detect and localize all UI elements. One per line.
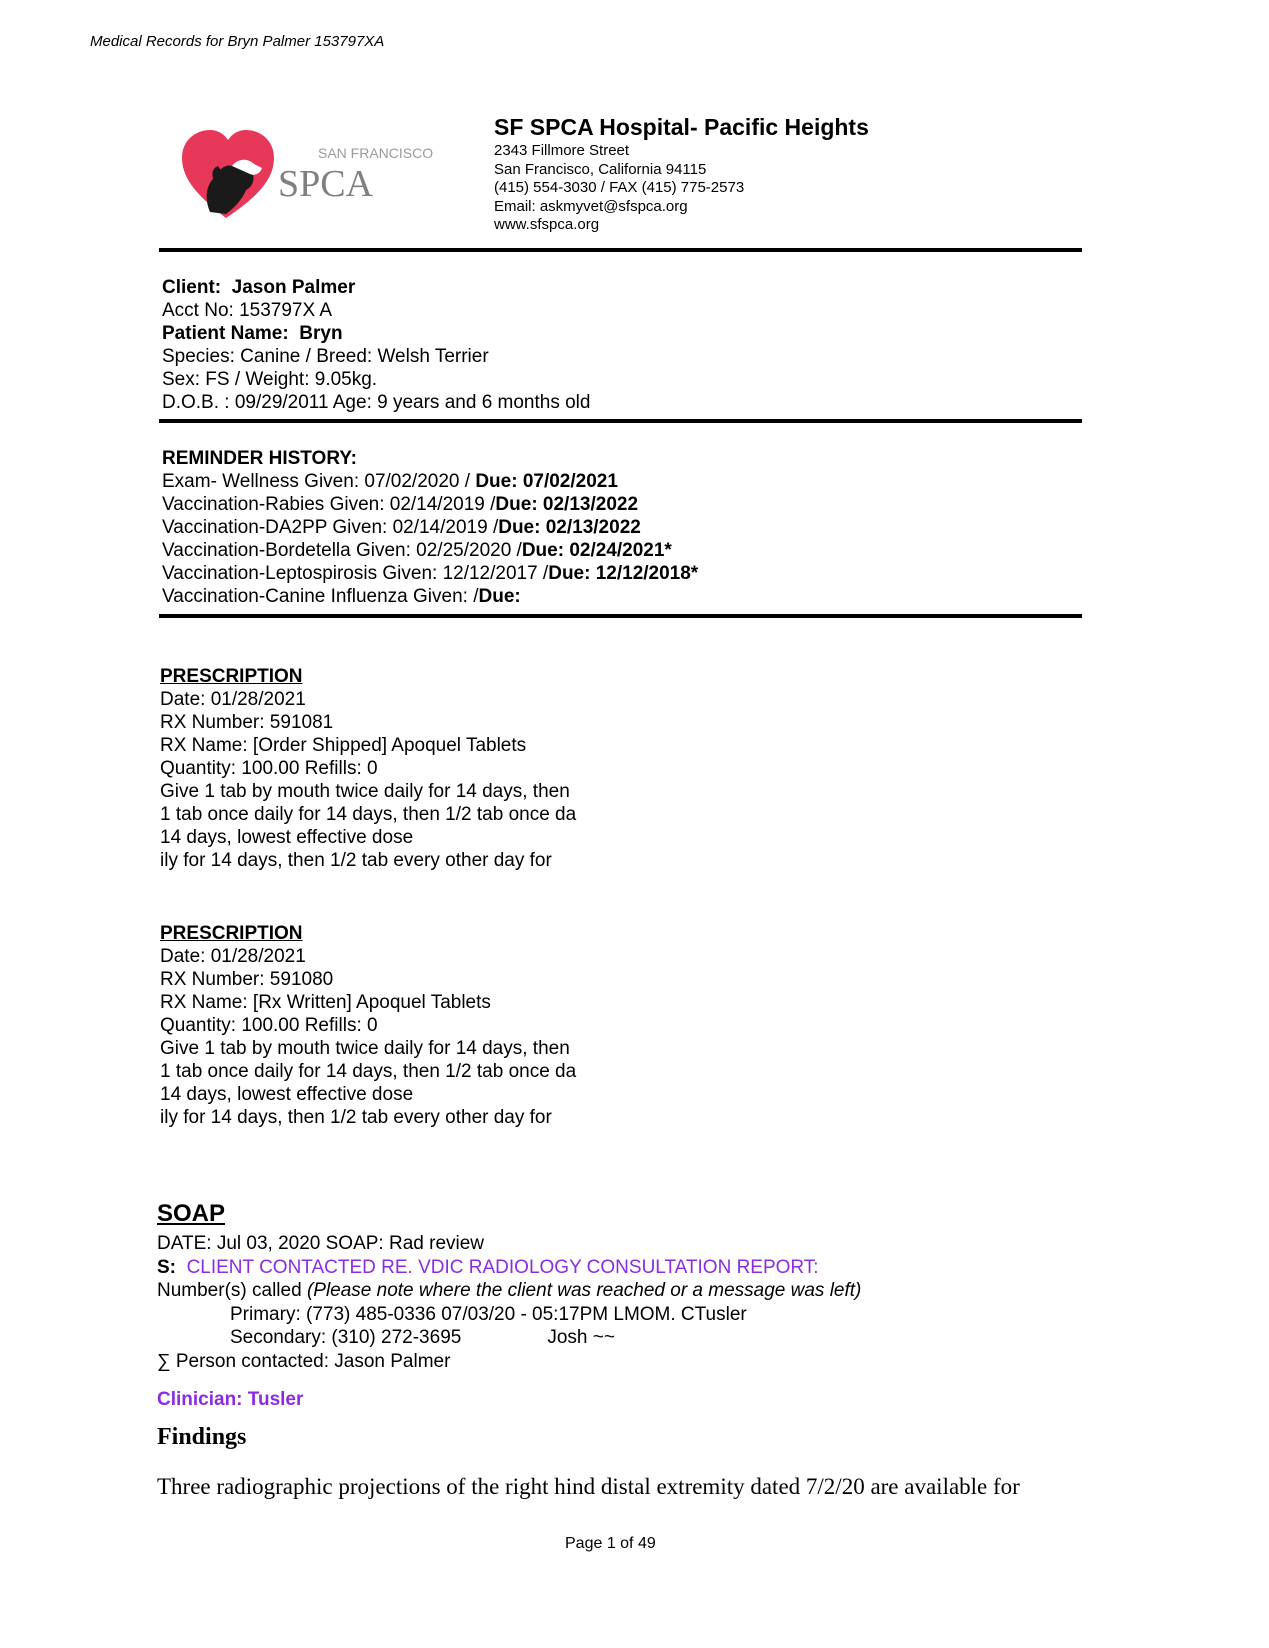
rx-name: RX Name: [Rx Written] Apoquel Tablets <box>160 992 491 1013</box>
reminder-item: Vaccination-Bordetella Given: 02/25/2020 /Due: 02/24/2021* <box>162 540 672 561</box>
patient-line: Patient Name: Bryn <box>162 323 343 344</box>
hospital-email: Email: askmyvet@sfspca.org <box>494 197 688 215</box>
numbers-called: Number(s) called (Please note where the client was reached or a message was left) <box>157 1280 862 1301</box>
rx-instructions: Give 1 tab by mouth twice daily for 14 days, then <box>160 1038 570 1059</box>
findings-text: Three radiographic projections of the right hind distal extremity dated 7/2/20 are available for <box>157 1474 1020 1499</box>
subjective-text: CLIENT CONTACTED RE. VDIC RADIOLOGY CONSULTATION REPORT: <box>186 1256 819 1278</box>
divider <box>159 614 1082 618</box>
rx-instructions: ily for 14 days, then 1/2 tab every other day for <box>160 1107 552 1128</box>
reminder-item: Vaccination-DA2PP Given: 02/14/2019 /Due: 02/13/2022 <box>162 517 641 538</box>
reminder-item: Vaccination-Canine Influenza Given: /Due: <box>162 586 521 607</box>
rx-date: Date: 01/28/2021 <box>160 689 306 710</box>
reminder-item: Exam- Wellness Given: 07/02/2020 / Due: 07/02/2021 <box>162 471 618 492</box>
prescription-title: PRESCRIPTION <box>160 666 303 687</box>
rx-instructions: 1 tab once daily for 14 days, then 1/2 tab once da <box>160 1061 577 1082</box>
prescription-2 <box>160 922 576 1129</box>
soap-body <box>157 1232 861 1373</box>
reminder-item: Vaccination-Leptospirosis Given: 12/12/2017 /Due: 12/12/2018* <box>162 563 699 584</box>
hospital-street: 2343 Fillmore Street <box>494 142 630 159</box>
rx-number: RX Number: 591080 <box>160 969 334 990</box>
secondary-note: Josh ~~ <box>547 1327 615 1348</box>
running-header: Medical Records for Bryn Palmer 153797XA <box>90 33 385 50</box>
divider <box>159 419 1082 423</box>
hospital-city: San Francisco, California 94115 <box>494 160 707 178</box>
account-number: Acct No: 153797X A <box>162 300 333 321</box>
patient-name: Bryn <box>299 323 343 344</box>
soap-subjective: S: CLIENT CONTACTED RE. VDIC RADIOLOGY CONSULTATION REPORT: <box>157 1256 819 1278</box>
hospital-phone: (415) 554-3030 / FAX (415) 775-2573 <box>494 179 745 196</box>
numbers-note: (Please note where the client was reached or a message was left) <box>306 1280 862 1301</box>
hospital-address <box>494 142 744 235</box>
rx-number: RX Number: 591081 <box>160 712 334 733</box>
divider <box>159 248 1082 252</box>
rx-instructions: ily for 14 days, then 1/2 tab every other day for <box>160 850 552 871</box>
prescription-title: PRESCRIPTION <box>160 923 303 944</box>
rx-instructions: 14 days, lowest effective dose <box>160 1084 414 1105</box>
rx-quantity: Quantity: 100.00 Refills: 0 <box>160 758 378 779</box>
rx-instructions: Give 1 tab by mouth twice daily for 14 days, then <box>160 781 570 802</box>
soap-title: SOAP <box>157 1200 226 1227</box>
primary-phone: Primary: (773) 485-0336 07/03/20 - 05:17PM LMOM. CTusler <box>230 1303 747 1325</box>
soap-date: DATE: Jul 03, 2020 SOAP: Rad review <box>157 1233 485 1254</box>
rx-name: RX Name: [Order Shipped] Apoquel Tablets <box>160 735 527 756</box>
findings-heading: Findings <box>157 1424 247 1450</box>
hospital-website: www.sfspca.org <box>494 216 600 233</box>
hospital-name: SF SPCA Hospital- Pacific Heights <box>494 114 869 140</box>
prescription-1 <box>160 665 576 872</box>
reminder-title: REMINDER HISTORY: <box>162 448 357 469</box>
logo-top-text: SAN FRANCISCO <box>318 145 434 161</box>
rx-quantity: Quantity: 100.00 Refills: 0 <box>160 1015 378 1036</box>
heart-logo-icon <box>180 128 434 223</box>
secondary-phone: Secondary: (310) 272-3695 Josh ~~ <box>230 1327 615 1348</box>
client-line: Client: Jason Palmer <box>162 277 356 298</box>
person-contacted: ∑ Person contacted: Jason Palmer <box>157 1350 451 1372</box>
rx-instructions: 1 tab once daily for 14 days, then 1/2 tab once da <box>160 804 577 825</box>
client-info <box>162 276 590 414</box>
sfspca-logo <box>180 128 434 223</box>
species-breed: Species: Canine / Breed: Welsh Terrier <box>162 346 489 367</box>
rx-instructions: 14 days, lowest effective dose <box>160 827 414 848</box>
reminder-history <box>162 447 698 608</box>
dob-age: D.O.B. : 09/29/2011 Age: 9 years and 6 months old <box>162 392 591 413</box>
rx-date: Date: 01/28/2021 <box>160 946 306 967</box>
reminder-item: Vaccination-Rabies Given: 02/14/2019 /Due: 02/13/2022 <box>162 494 639 515</box>
client-name: Jason Palmer <box>231 277 356 298</box>
clinician: Clinician: Tusler <box>157 1389 304 1410</box>
sigma-icon: ∑ <box>157 1350 171 1372</box>
page-number: Page 1 of 49 <box>565 1535 656 1552</box>
logo-main-text: SPCA <box>278 163 374 205</box>
sex-weight: Sex: FS / Weight: 9.05kg. <box>162 369 378 390</box>
